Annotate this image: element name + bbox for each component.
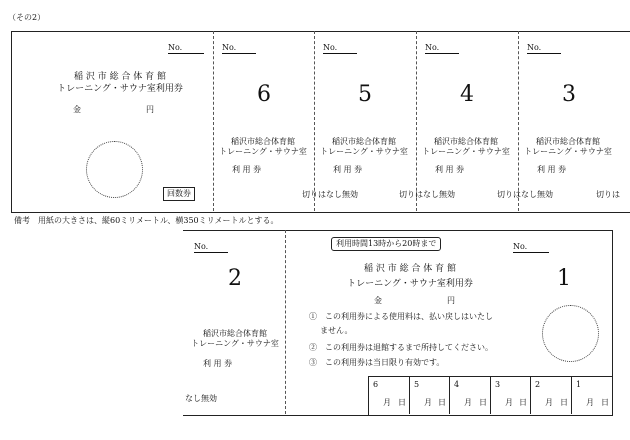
ticket-2-name-line1: 稲沢市総合体育館	[203, 329, 267, 338]
date-box-day: 日	[601, 398, 609, 407]
date-box-day: 日	[398, 398, 406, 407]
date-box-number: 2	[535, 380, 541, 389]
ticket-6-name-line2: トレーニング・サウナ室	[219, 147, 307, 156]
ticket-5-no-field: No.	[323, 44, 357, 54]
ticket-2-void-note: なし無効	[185, 394, 217, 403]
date-box-6	[368, 376, 410, 414]
ticket-1-title-line1: 稲 沢 市 総 合 体 育 館	[363, 264, 457, 274]
date-box-number: 3	[495, 380, 501, 389]
date-box-day: 日	[560, 398, 568, 407]
ticket-4-no-field: No.	[425, 44, 459, 54]
page-label: （その2）	[8, 13, 46, 22]
ticket-5-number: 5	[358, 82, 372, 107]
ticket-5-name-line1: 稲沢市総合体育館	[332, 137, 396, 146]
ticket-1-amount-label: 金	[374, 296, 382, 305]
date-box-month: 月	[383, 398, 391, 407]
date-box-number: 5	[414, 380, 420, 389]
ticket-2-no-field: No.	[194, 243, 228, 253]
rule-3: ③ この利用券は当日限り有効です。	[309, 358, 445, 367]
date-box-number: 4	[454, 380, 460, 389]
ticket-3-number: 3	[562, 82, 576, 107]
ticket-2-name-line2: トレーニング・サウナ室	[191, 339, 279, 348]
date-box-day: 日	[479, 398, 487, 407]
ticket-1-yen-label: 円	[447, 296, 455, 305]
ticket-1-title-line2: トレーニング・サウナ室利用券	[347, 279, 473, 289]
stub-yen-label: 円	[146, 105, 154, 114]
date-box-month: 月	[424, 398, 432, 407]
ticket-3-void-note: 切りは	[596, 190, 620, 199]
date-box-month: 月	[505, 398, 513, 407]
ticket-4-name-line1: 稲沢市総合体育館	[434, 137, 498, 146]
ticket-5-label: 利 用 券	[333, 165, 363, 174]
ticket-3-no-field: No.	[527, 44, 561, 54]
date-box-3	[490, 376, 531, 414]
stub-amount-label: 金	[73, 105, 81, 114]
ticket-6-no-field: No.	[222, 44, 256, 54]
ticket-6-number: 6	[257, 82, 271, 107]
ticket-2-label: 利 用 券	[203, 359, 233, 368]
date-box-month: 月	[464, 398, 472, 407]
ticket-3-name-line1: 稲沢市総合体育館	[536, 137, 600, 146]
date-box-day: 日	[519, 398, 527, 407]
stub-badge: 回数券	[163, 187, 195, 201]
date-box-number: 6	[373, 380, 379, 389]
hours-badge: 利用時間13時から20時まで	[331, 237, 441, 251]
ticket-1-number: 1	[557, 266, 571, 291]
date-box-4	[449, 376, 491, 414]
ticket-4-label: 利 用 券	[435, 165, 465, 174]
date-box-5	[409, 376, 450, 414]
perforation-line	[314, 31, 315, 211]
perforation-line	[213, 31, 214, 211]
rule-1-cont: ません。	[320, 326, 353, 335]
ticket-5-name-line2: トレーニング・サウナ室	[320, 147, 408, 156]
ticket-1-no-field: No.	[513, 243, 549, 253]
size-note: 備考 用紙の大きさは、縦60ミリメートル、横350ミリメートルとする。	[14, 216, 279, 225]
ticket-6-void-note: 切りはなし無効	[302, 190, 358, 199]
ticket-5-void-note: 切りはなし無効	[399, 190, 455, 199]
date-box-2	[530, 376, 572, 414]
date-box-day: 日	[438, 398, 446, 407]
stub-seal-circle	[86, 141, 143, 198]
date-box-number: 1	[576, 380, 582, 389]
date-box-1	[571, 376, 612, 414]
ticket-3-label: 利 用 券	[537, 165, 567, 174]
ticket-2-number: 2	[228, 266, 242, 291]
stub-title-line2: トレーニング・サウナ室利用券	[57, 84, 183, 94]
rule-2: ② この利用券は退館するまで所持してください。	[309, 343, 493, 352]
perforation-line	[285, 230, 286, 414]
ticket-4-name-line2: トレーニング・サウナ室	[422, 147, 510, 156]
date-box-month: 月	[586, 398, 594, 407]
ticket-6-label: 利 用 券	[232, 165, 262, 174]
rule-1: ① この利用券による使用料は、払い戻しはいたし	[309, 312, 493, 321]
perforation-line	[518, 31, 519, 211]
ticket-4-void-note: 切りはなし無効	[497, 190, 553, 199]
stub-no-field: No.	[168, 44, 204, 54]
date-box-month: 月	[545, 398, 553, 407]
stub-title-line1: 稲 沢 市 総 合 体 育 館	[73, 72, 167, 82]
ticket-1-seal-circle	[542, 305, 599, 362]
ticket-6-name-line1: 稲沢市総合体育館	[231, 137, 295, 146]
perforation-line	[416, 31, 417, 211]
ticket-3-name-line2: トレーニング・サウナ室	[524, 147, 612, 156]
ticket-4-number: 4	[460, 82, 474, 107]
